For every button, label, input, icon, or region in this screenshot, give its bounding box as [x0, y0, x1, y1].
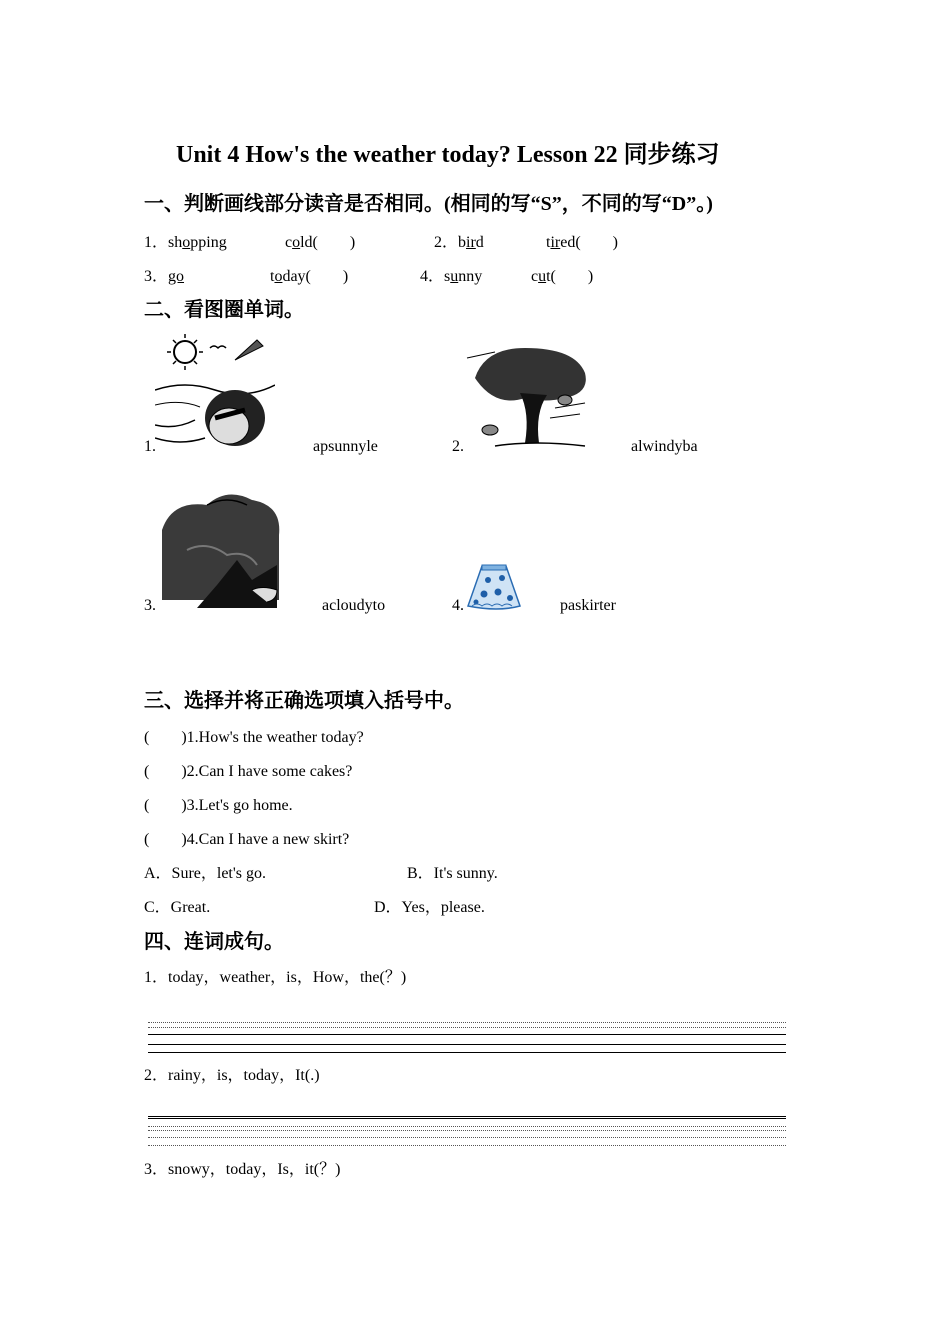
underlined-part: ir [466, 234, 476, 251]
s1-item-3-word2 [270, 263, 348, 286]
s4-item-1: 1．today，weather，is，How，the(？) [144, 969, 407, 986]
section3-heading: 三、选择并将正确选项填入括号中。 [144, 690, 464, 712]
word-part: b [458, 234, 467, 251]
word-part: ld( ) [300, 234, 356, 251]
s4-item-3: 3．snowy，today，Is，it(？) [144, 1161, 341, 1178]
s1-item-1-word2 [285, 229, 355, 252]
s2-num-3: 3. [144, 597, 156, 614]
s2-num-1: 1. [144, 438, 156, 455]
word-part: c [285, 234, 293, 251]
s2-letters-3: acloudyto [322, 597, 386, 614]
section4-heading: 四、连词成句。 [144, 931, 284, 953]
word-part: t [546, 234, 551, 251]
s2-num-4: 4. [452, 597, 464, 614]
windy-tree-icon [465, 338, 593, 450]
word-part: ed( ) [560, 234, 618, 251]
s1-item-3 [144, 263, 184, 286]
s1-item-4-word2 [531, 263, 593, 286]
underlined-part: go [168, 268, 185, 285]
underlined-part: ir [550, 234, 561, 251]
s2-letters-1: apsunnyle [313, 438, 378, 455]
item-number: 2． [434, 234, 459, 251]
word-part: t( ) [546, 268, 594, 285]
s3-question-4: ( )4.Can I have a new skirt? [144, 831, 350, 848]
s1-item-1 [144, 229, 227, 252]
section2-heading: 二、看图圈单词。 [144, 299, 304, 321]
s2-letters-4: paskirter [560, 597, 616, 614]
s1-item-2-word2 [546, 229, 618, 252]
writing-lines-1 [148, 1022, 786, 1054]
word-part: t [270, 268, 275, 285]
item-number: 4． [420, 268, 445, 285]
word-part: c [531, 268, 539, 285]
page-title: Unit 4 How's the weather today? Lesson 22 同步练习 [176, 142, 720, 168]
underlined-part: o [274, 268, 283, 285]
s4-item-2: 2．rainy，is，today，It(.) [144, 1067, 320, 1084]
word-part: sh [168, 234, 183, 251]
s1-item-2 [434, 229, 484, 252]
underlined-part: o [292, 234, 301, 251]
word-part: d [475, 234, 484, 251]
s3-question-1: ( )1.How's the weather today? [144, 729, 364, 746]
s2-letters-2: alwindyba [631, 438, 698, 455]
s3-question-3: ( )3.Let's go home. [144, 797, 293, 814]
word-part: day( ) [282, 268, 349, 285]
s2-num-2: 2. [452, 438, 464, 455]
s3-option-a: A．Sure，let's go. [144, 865, 266, 882]
underlined-part: o [182, 234, 191, 251]
word-part: nny [458, 268, 483, 285]
s1-item-4 [420, 263, 482, 286]
skirt-icon [464, 562, 524, 612]
writing-lines-2 [148, 1116, 786, 1148]
s3-option-b: B．It's sunny. [407, 865, 498, 882]
sunny-beach-icon [155, 330, 275, 452]
cloudy-sky-icon [157, 490, 284, 608]
word-part: s [444, 268, 451, 285]
item-number: 3． [144, 268, 169, 285]
item-number: 1． [144, 234, 169, 251]
s3-question-2: ( )2.Can I have some cakes? [144, 763, 353, 780]
s3-option-c: C．Great. [144, 899, 211, 916]
word-part: pping [190, 234, 227, 251]
s3-option-d: D．Yes，please. [374, 899, 485, 916]
underlined-part: u [538, 268, 547, 285]
underlined-part: u [450, 268, 459, 285]
section1-heading: 一、判断画线部分读音是否相同。(相同的写“S”，不同的写“D”。) [144, 193, 713, 215]
